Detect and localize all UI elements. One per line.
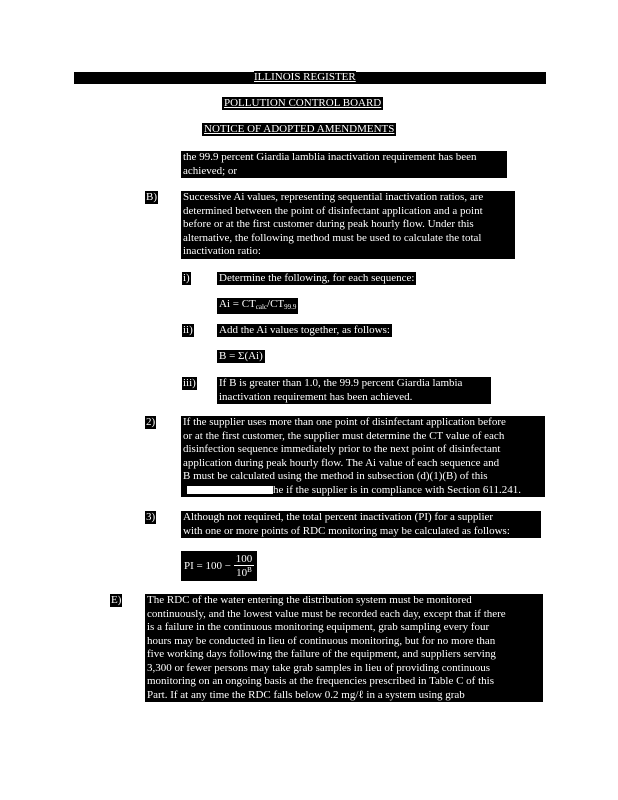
sub-ii-label: ii) [183, 324, 193, 336]
ai-formula [217, 298, 298, 314]
text-line: is a failure in the continuous monitoring equipment, grab sampling every four [147, 621, 490, 633]
item-2-label: 2) [146, 416, 156, 428]
text-line: with one or more points of RDC monitoring may be calculated as follows: [183, 524, 510, 537]
text-line: application during peak hourly flow. The Ai value of each sequence and [183, 456, 500, 469]
text-line-redacted [183, 484, 543, 498]
text-line: the 99.9 percent Giardia lamblia inactivation requirement has been [183, 151, 477, 163]
pi-formula-lhs: PI = 100 − [184, 560, 231, 572]
item-b-paragraph [181, 191, 515, 259]
text-line: If the supplier uses more than one point of disinfectant application before [183, 416, 506, 428]
sub-i-label: i) [183, 272, 190, 284]
text-line: Part. If at any time the RDC falls below 0.2 mg/ℓ in a system using grab [147, 688, 465, 701]
notice-title: NOTICE OF ADOPTED AMENDMENTS [204, 123, 395, 135]
ai-formula-lhs: Ai = CT [219, 298, 256, 310]
item-b-label: B) [146, 191, 157, 203]
ai-formula-slash: /CT [267, 298, 285, 310]
item-3-paragraph [181, 511, 541, 538]
item-e-paragraph [145, 594, 543, 702]
sub-iii-label: iii) [183, 377, 196, 389]
text-line: five working days following the failure of the equipment, and suppliers serving [147, 648, 496, 660]
item-2-paragraph [181, 416, 545, 497]
ai-formula-999: 99.9 [284, 303, 297, 311]
text-line: Although not required, the total percent inactivation (PI) for a supplier [183, 511, 494, 523]
item-3-label: 3) [146, 511, 156, 523]
text-line: inactivation ratio: [183, 245, 261, 257]
pi-den-base: 10 [236, 567, 248, 579]
continuation-paragraph [181, 151, 507, 178]
blank-gap [187, 486, 273, 494]
text-line: alternative, the following method must be used to calculate the total [183, 231, 482, 244]
pi-numerator: 100 [235, 553, 253, 565]
text-line: B must be calculated using the method in subsection (d)(1)(B) of this [183, 470, 488, 482]
pi-fraction [234, 553, 255, 579]
text-line: If B is greater than 1.0, the 99.9 percent Giardia lambia [219, 377, 463, 389]
sub-i-text: Determine the following, for each sequence: [219, 272, 415, 284]
board-title: POLLUTION CONTROL BOARD [224, 97, 382, 109]
text-line: continuously, and the lowest value must be recorded each day, except that if there [147, 607, 506, 620]
text-line: achieved; or [183, 164, 238, 177]
text-line: disinfection sequence immediately prior to the next point of disinfectant [183, 443, 501, 455]
ai-formula-calc: calc [255, 303, 268, 311]
text-line: inactivation requirement has been achieved. [219, 390, 413, 403]
pi-denominator [234, 566, 255, 579]
pi-den-exp: B [247, 566, 252, 574]
text-line: The RDC of the water entering the distribution system must be monitored [147, 594, 472, 606]
text-line: 3,300 or fewer persons may take grab samples in lieu of providing continuous [147, 661, 491, 674]
text-line: or at the first customer, the supplier must determine the CT value of each [183, 429, 505, 442]
sub-iii-paragraph [217, 377, 491, 404]
sub-ii-text: Add the Ai values together, as follows: [219, 324, 390, 336]
item-e-label: E) [111, 594, 122, 606]
register-title: ILLINOIS REGISTER [254, 71, 356, 83]
item-2-last-line: he if the supplier is in compliance with Section 611.241. [273, 483, 521, 496]
text-line: Successive Ai values, representing sequential inactivation ratios, are [183, 191, 484, 203]
text-line: hours may be conducted in lieu of continuous monitoring, but for no more than [147, 634, 496, 647]
text-line: monitoring on an ongoing basis at the frequencies prescribed in Table C of this [147, 675, 494, 687]
pi-formula [181, 551, 257, 581]
b-formula: B = Σ(Ai) [219, 350, 263, 362]
text-line: determined between the point of disinfectant application and a point [183, 204, 483, 217]
text-line: before or at the first customer during peak hourly flow. Under this [183, 218, 474, 230]
